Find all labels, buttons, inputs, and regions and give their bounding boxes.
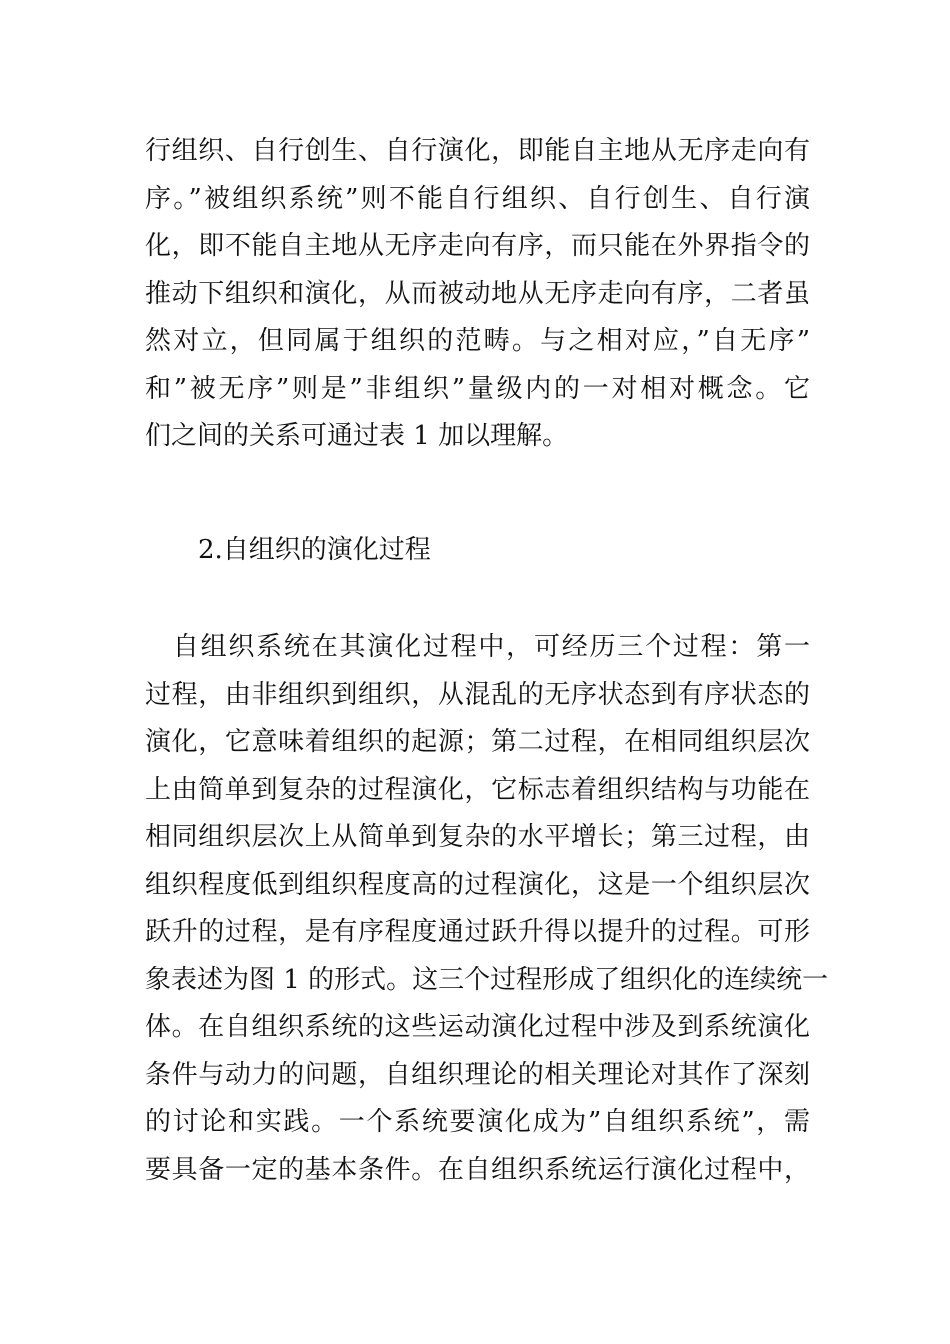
text-line: 和”被无序”则是”非组织”量级内的一对相对概念。它: [145, 373, 810, 404]
text-line: 上由简单到复杂的过程演化，它标志着组织结构与功能在: [145, 774, 810, 805]
paragraph-body: [145, 624, 829, 1194]
text-line: 过程，由非组织到组织，从混乱的无序状态到有序状态的: [145, 679, 810, 710]
text-line: 跃升的过程，是有序程度通过跃升得以提升的过程。可形: [145, 917, 810, 947]
text-line: 要具备一定的基本条件。在自组织系统运行演化过程中，: [145, 1154, 810, 1185]
text-line: 序。”被组织系统”则不能自行组织、自行创生、自行演: [145, 183, 810, 214]
paragraph-continuation: [145, 128, 810, 461]
section-heading: 2.自组织的演化过程: [198, 535, 431, 565]
text-line: 演化，它意味着组织的起源；第二过程，在相同组织层次: [145, 727, 810, 757]
text-line: 化，即不能自主地从无序走向有序，而只能在外界指令的: [145, 231, 810, 261]
text-line: 自组织系统在其演化过程中，可经历三个过程：第一: [145, 632, 810, 662]
text-line: 体。在自组织系统的这些运动演化过程中涉及到系统演化: [145, 1012, 810, 1042]
text-line: 的讨论和实践。一个系统要演化成为”自组织系统”，需: [145, 1107, 810, 1137]
text-line: 们之间的关系可通过表 1 加以理解。: [145, 421, 569, 451]
text-line: 相同组织层次上从简单到复杂的水平增长；第三过程，由: [145, 822, 810, 852]
text-line: 推动下组织和演化，从而被动地从无序走向有序，二者虽: [145, 278, 810, 309]
text-line: 象表述为图 1 的形式。这三个过程形成了组织化的连续统一: [145, 964, 829, 995]
text-line: 然对立，但同属于组织的范畴。与之相对应，”自无序”: [145, 326, 810, 356]
text-line: 组织程度低到组织程度高的过程演化，这是一个组织层次: [145, 869, 810, 900]
text-line: 行组织、自行创生、自行演化，即能自主地从无序走向有: [145, 136, 810, 166]
text-line: 条件与动力的问题，自组织理论的相关理论对其作了深刻: [145, 1059, 810, 1090]
